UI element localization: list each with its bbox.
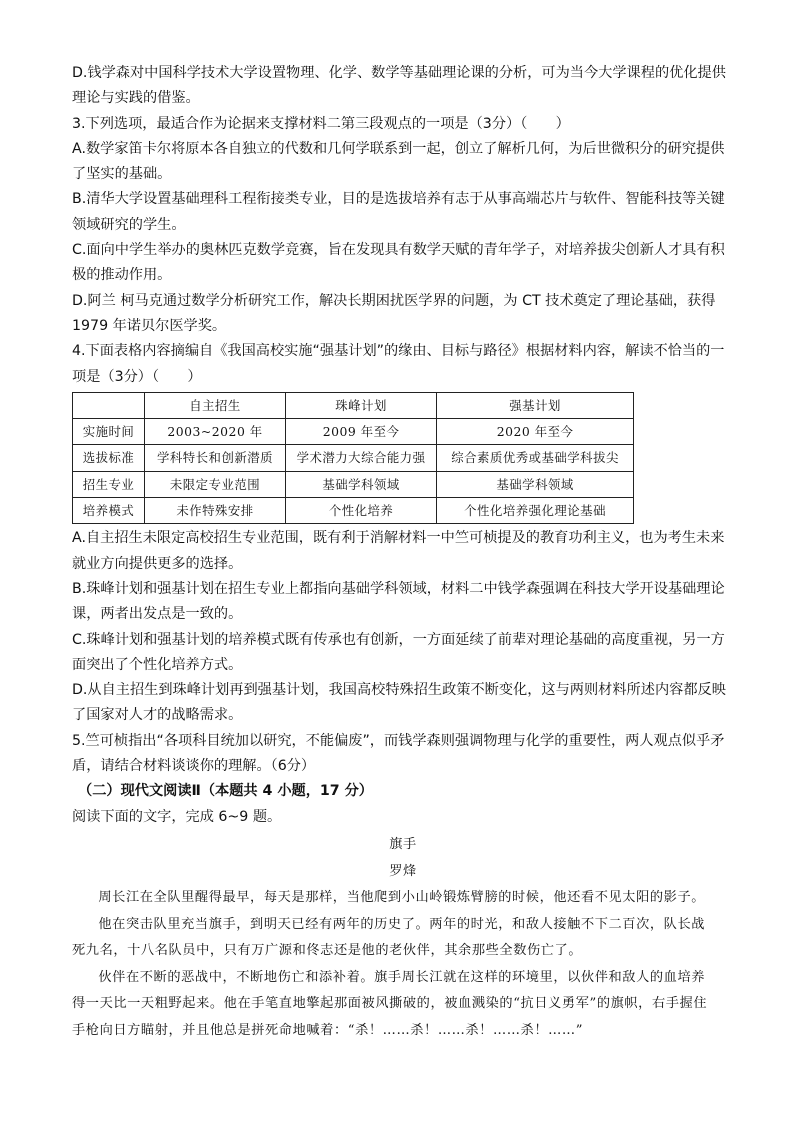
table-cell: 2003~2020 年 [145, 419, 286, 445]
table-header-cell: 强基计划 [437, 392, 634, 418]
table-cell: 基础学科领域 [437, 471, 634, 497]
question-block-top [72, 61, 734, 390]
table-cell: 基础学科领域 [286, 471, 437, 497]
table-header-cell: 自主招生 [145, 392, 286, 418]
text-line: 了国家对人才的战略需求。 [72, 707, 243, 724]
passage-line: 得一天比一天粗野起来。他在手笔直地擎起那面被风撕破的，被血溅染的“抗日义勇军”的旗帜，右手握住 [72, 996, 708, 1012]
question-5-stem: 5.竺可桢指出“各项科目统加以研究，不能偏废”，而钱学森则强调物理与化学的重要性，两人观点似乎矛 [72, 732, 725, 749]
section-title: （二）现代文阅读Ⅱ（本题共 4 小题，17 分） [78, 783, 373, 800]
table-row [73, 445, 634, 471]
reading-instruction: 阅读下面的文字，完成 6~9 题。 [72, 808, 282, 825]
table-cell: 个性化培养强化理论基础 [437, 498, 634, 524]
text-line: D.钱学森对中国科学技术大学设置物理、化学、数学等基础理论课的分析，可为当今大学课程的优化提供 [72, 65, 726, 81]
text-line: 了坚实的基础。 [72, 166, 172, 183]
question-4-stem: 4.下面表格内容摘编自《我国高校实施“强基计划”的缘由、目标与路径》根据材料内容，解读不恰当的一 [72, 343, 725, 360]
table-header-cell: 珠峰计划 [286, 392, 437, 418]
text-line: B.珠峰计划和强基计划在招生专业上都指向基础学科领域，材料二中钱学森强调在科技大学开设基础理论 [72, 580, 725, 597]
text-line: B.清华大学设置基础理科工程衔接类专业，目的是选拔培养有志于从事高端芯片与软件、智能科技等关键 [72, 191, 725, 208]
table-cell: 2020 年至今 [437, 419, 634, 445]
table-header-row [73, 392, 634, 418]
passage-body [72, 885, 734, 1045]
table-row [73, 498, 634, 524]
table-cell: 学术潜力大综合能力强 [286, 445, 437, 471]
table-cell: 未作特殊安排 [145, 498, 286, 524]
text-line: 就业方向提供更多的选择。 [72, 555, 243, 572]
passage-line: 伙伴在不断的恶战中，不断地伤亡和添补着。旗手周长江就在这样的环境里，以伙伴和敌人的血培养 [98, 969, 706, 985]
comparison-table [72, 392, 634, 524]
reading-passage [72, 832, 734, 1045]
table-cell: 选拔标准 [73, 445, 145, 471]
text-line: A.数学家笛卡尔将原本各自独立的代数和几何学联系到一起，创立了解析几何，为后世微积分的研究提供 [72, 140, 725, 157]
passage-title: 旗手 [389, 836, 417, 852]
text-line: 领域研究的学生。 [72, 216, 186, 233]
text-line: C.面向中学生举办的奥林匹克数学竞赛，旨在发现具有数学天赋的青年学子，对培养拔尖创新人才具有积 [72, 242, 725, 259]
text-line: 1979 年诺贝尔医学奖。 [72, 317, 227, 334]
text-line: D.从自主招生到珠峰计划再到强基计划，我国高校特殊招生政策不断变化，这与两则材料所述内容都反映 [72, 682, 726, 699]
table-row [73, 419, 634, 445]
passage-author: 罗烽 [389, 863, 417, 879]
text-line: A.自主招生未限定高校招生专业范围，既有利于消解材料一中竺可桢提及的教育功利主义，也为考生未来 [72, 530, 725, 547]
text-line: 盾，请结合材料谈谈你的理解。（6分） [72, 758, 316, 775]
table-cell: 综合素质优秀或基础学科拔尖 [437, 445, 634, 471]
passage-line: 死九名，十八名队员中，只有万广源和佟志还是他的老伙伴，其余那些全数伤亡了。 [72, 943, 583, 959]
passage-line: 他在突击队里充当旗手，到明天已经有两年的历史了。两年的时光，和敌人接触不下二百次，队长战 [98, 916, 706, 932]
table-cell: 培养模式 [73, 498, 145, 524]
question-block-mid [72, 526, 734, 779]
table-cell: 个性化培养 [286, 498, 437, 524]
table-cell: 招生专业 [73, 471, 145, 497]
text-line: 极的推动作用。 [72, 267, 172, 284]
text-line: 理论与实践的借鉴。 [72, 90, 200, 107]
table-cell: 未限定专业范围 [145, 471, 286, 497]
text-line: 项是（3分）（ ） [72, 368, 202, 385]
text-line: 课，两者出发点是一致的。 [72, 606, 243, 623]
passage-line: 手枪向日方瞄射，并且他总是拼死命地喊着：“杀！……杀！……杀！……杀！……” [72, 1023, 584, 1039]
table-cell: 学科特长和创新潜质 [145, 445, 286, 471]
table-cell: 实施时间 [73, 419, 145, 445]
table-header-cell [73, 392, 145, 418]
text-line: D.阿兰 柯马克通过数学分析研究工作，解决长期困扰医学界的问题，为 CT 技术奠定了理论基础，获得 [72, 292, 716, 309]
table-cell: 2009 年至今 [286, 419, 437, 445]
passage-line: 周长江在全队里醒得最早，每天是那样，当他爬到小山岭锻炼臂膀的时候，他还看不见太阳的影子。 [98, 890, 706, 906]
document-content [72, 61, 734, 1045]
text-line: 面突出了个性化培养方式。 [72, 656, 243, 673]
table-row [73, 471, 634, 497]
question-3-stem: 3.下列选项，最适合作为论据来支撑材料二第三段观点的一项是（3分）（ ） [72, 115, 570, 132]
text-line: C.珠峰计划和强基计划的培养模式既有传承也有创新，一方面延续了前辈对理论基础的高度重视，另一方 [72, 631, 725, 648]
